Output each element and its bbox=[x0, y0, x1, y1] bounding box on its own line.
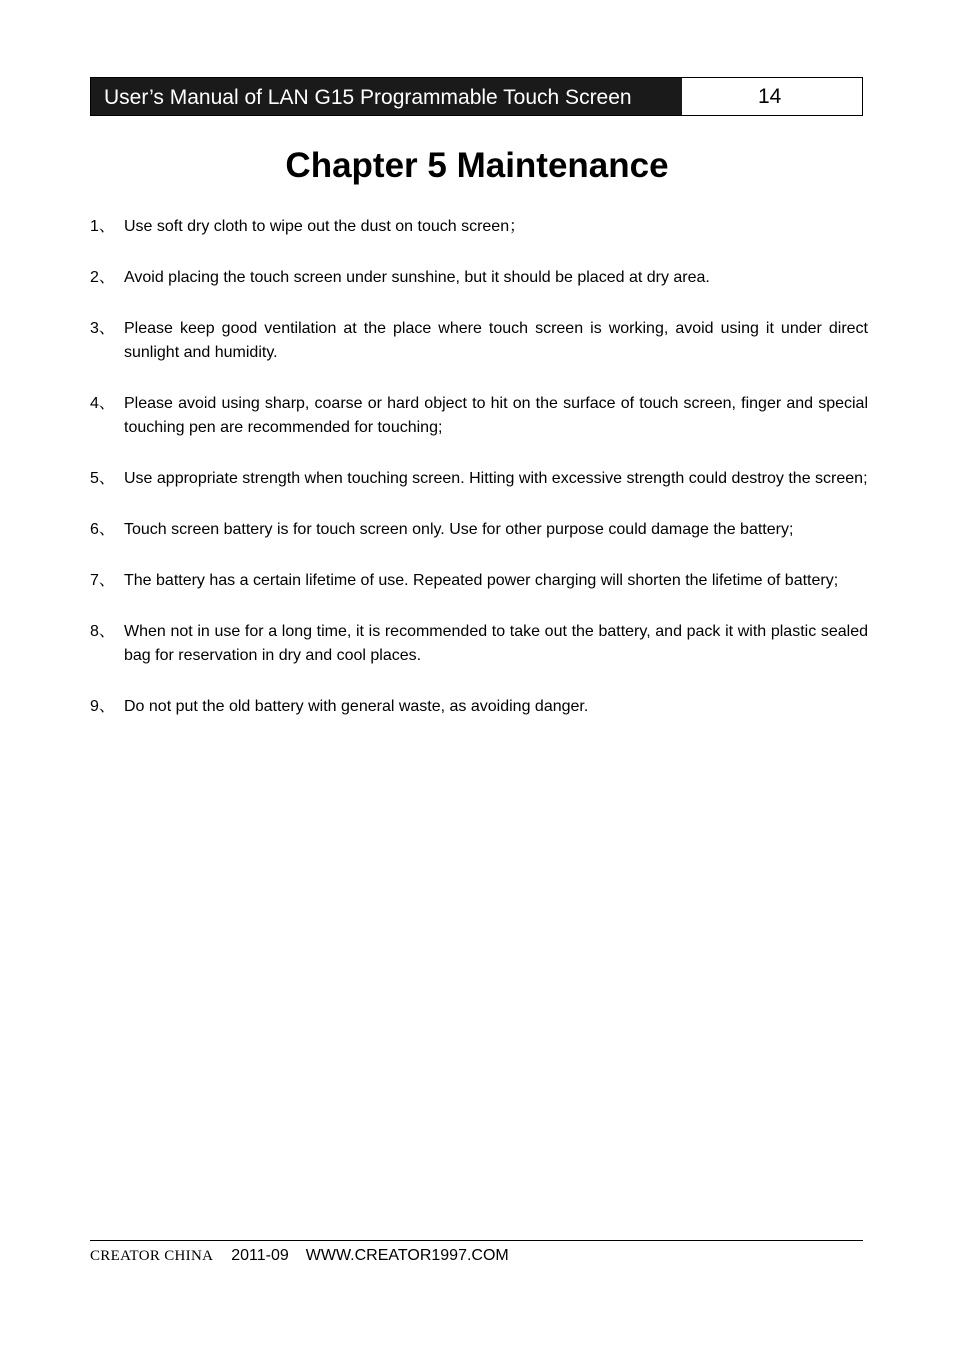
item-text: Use appropriate strength when touching screen. Hitting with excessive strength could destroy the screen; bbox=[124, 470, 868, 487]
footer-company: CREATOR CHINA bbox=[90, 1248, 214, 1264]
item-text: Avoid placing the touch screen under sunshine, but it should be placed at dry area. bbox=[124, 269, 710, 286]
item-number: 4、 bbox=[90, 395, 115, 412]
item-text: Please avoid using sharp, coarse or hard object to hit on the surface of touch screen, finger and special touching pen are recommended for touching; bbox=[124, 395, 868, 436]
item-text: When not in use for a long time, it is recommended to take out the battery, and pack it with plastic sealed bag for reservation in dry and cool places. bbox=[124, 623, 868, 664]
item-text: Use soft dry cloth to wipe out the dust on touch screen； bbox=[124, 218, 526, 235]
item-number: 5、 bbox=[90, 470, 115, 487]
item-number: 8、 bbox=[90, 623, 115, 640]
list-item bbox=[90, 317, 868, 365]
maintenance-list bbox=[90, 215, 868, 746]
item-number: 7、 bbox=[90, 572, 115, 589]
list-item bbox=[90, 695, 868, 719]
footer-divider bbox=[90, 1240, 863, 1241]
item-number: 9、 bbox=[90, 698, 115, 715]
page-header bbox=[90, 77, 863, 116]
footer-date: 2011-09 bbox=[231, 1247, 289, 1264]
list-item bbox=[90, 620, 868, 668]
item-text: Please keep good ventilation at the place where touch screen is working, avoid using it under direct sunlight and humidity. bbox=[124, 320, 868, 361]
chapter-title: Chapter 5 Maintenance bbox=[285, 146, 669, 185]
item-number: 6、 bbox=[90, 521, 115, 538]
manual-title: User’s Manual of LAN G15 Programmable Touch Screen bbox=[91, 78, 682, 115]
footer-website: WWW.CREATOR1997.COM bbox=[305, 1247, 509, 1264]
list-item bbox=[90, 518, 868, 542]
item-number: 1、 bbox=[90, 218, 115, 235]
item-number: 2、 bbox=[90, 269, 115, 286]
list-item bbox=[90, 266, 868, 290]
item-number: 3、 bbox=[90, 320, 115, 337]
item-text: Touch screen battery is for touch screen only. Use for other purpose could damage the battery; bbox=[124, 521, 794, 538]
list-item bbox=[90, 392, 868, 440]
page-number: 14 bbox=[682, 78, 862, 115]
list-item bbox=[90, 215, 868, 239]
list-item bbox=[90, 569, 868, 593]
page-footer bbox=[90, 1247, 509, 1269]
item-text: Do not put the old battery with general waste, as avoiding danger. bbox=[124, 698, 589, 715]
list-item bbox=[90, 467, 868, 491]
item-text: The battery has a certain lifetime of use. Repeated power charging will shorten the lifetime of battery; bbox=[124, 572, 839, 589]
